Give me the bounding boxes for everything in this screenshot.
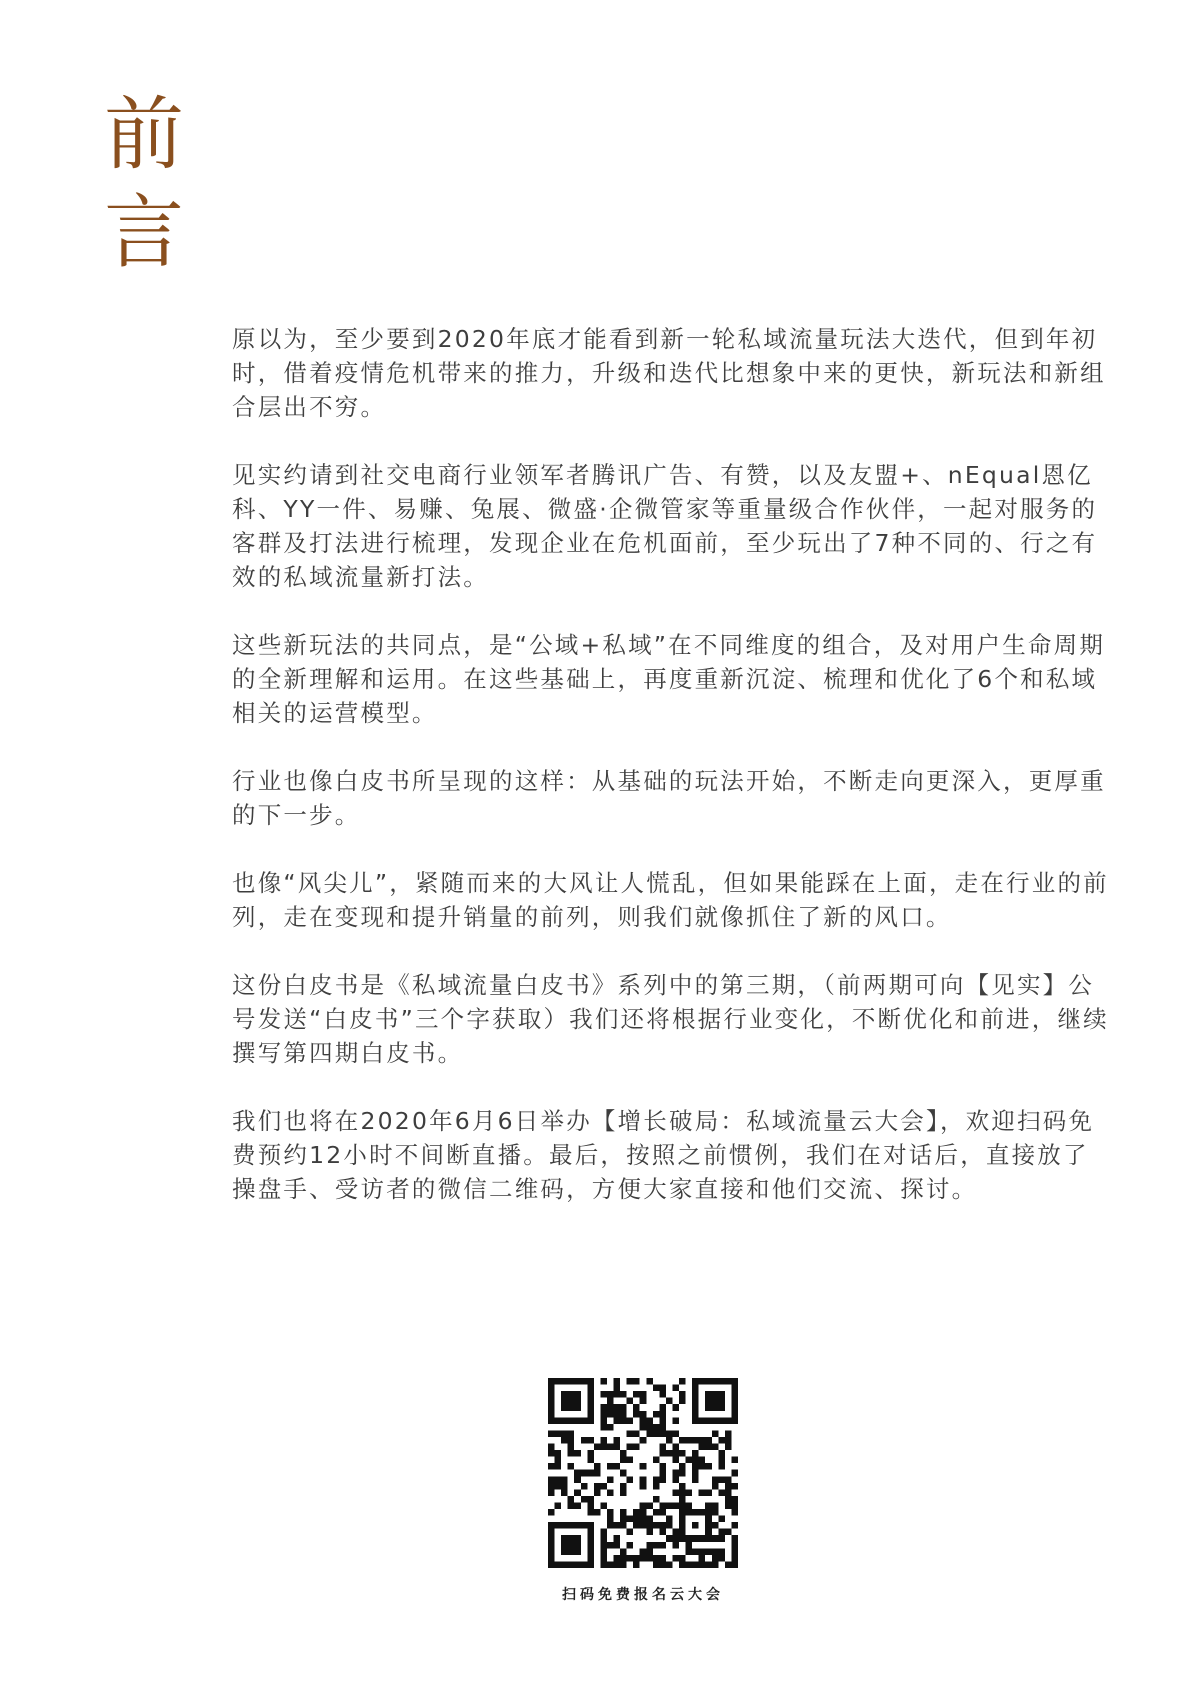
paragraph-6: 这份白皮书是《私域流量白皮书》系列中的第三期，（前两期可向【见实】公号发送“白皮书”三个字获取）我们还将根据行业变化，不断优化和前进，继续撰写第四期白皮书。 — [232, 971, 1109, 1067]
page-title — [104, 86, 194, 282]
preface-body — [232, 322, 1112, 1240]
paragraph-4: 行业也像白皮书所呈现的这样：从基础的玩法开始，不断走向更深入，更厚重的下一步。 — [232, 767, 1106, 829]
qr-caption: 扫码免费报名云大会 — [562, 1587, 724, 1603]
page-title-line-1: 前 — [104, 88, 184, 181]
paragraph-3: 这些新玩法的共同点，是“公域+私域”在不同维度的组合，及对用户生命周期的全新理解和运用。在这些基础上，再度重新沉淀、梳理和优化了6个和私域相关的运营模型。 — [232, 631, 1106, 727]
page-title-line-2: 言 — [104, 186, 184, 279]
paragraph-7: 我们也将在2020年6月6日举办【增长破局：私域流量云大会】，欢迎扫码免费预约12小时不间断直播。最后，按照之前惯例，我们在对话后，直接放了操盘手、受访者的微信二维码，方便大家直接和他们交流、探讨。 — [232, 1107, 1095, 1203]
qr-code[interactable] — [548, 1378, 738, 1568]
paragraph-5: 也像“风尖儿”，紧随而来的大风让人慌乱，但如果能踩在上面，走在行业的前列，走在变现和提升销量的前列，则我们就像抓住了新的风口。 — [232, 869, 1109, 931]
qr-code-image — [548, 1378, 738, 1568]
paragraph-1: 原以为，至少要到2020年底才能看到新一轮私域流量玩法大迭代，但到年初时，借着疫情危机带来的推力，升级和迭代比想象中来的更快，新玩法和新组合层出不穷。 — [232, 325, 1106, 421]
paragraph-2: 见实约请到社交电商行业领军者腾讯广告、有赞，以及友盟+、nEqual恩亿科、YY一件、易赚、兔展、微盛·企微管家等重量级合作伙伴，一起对服务的客群及打法进行梳理，发现企业在危机面前，至少玩出了7种不同的、行之有效的私域流量新打法。 — [232, 461, 1098, 591]
